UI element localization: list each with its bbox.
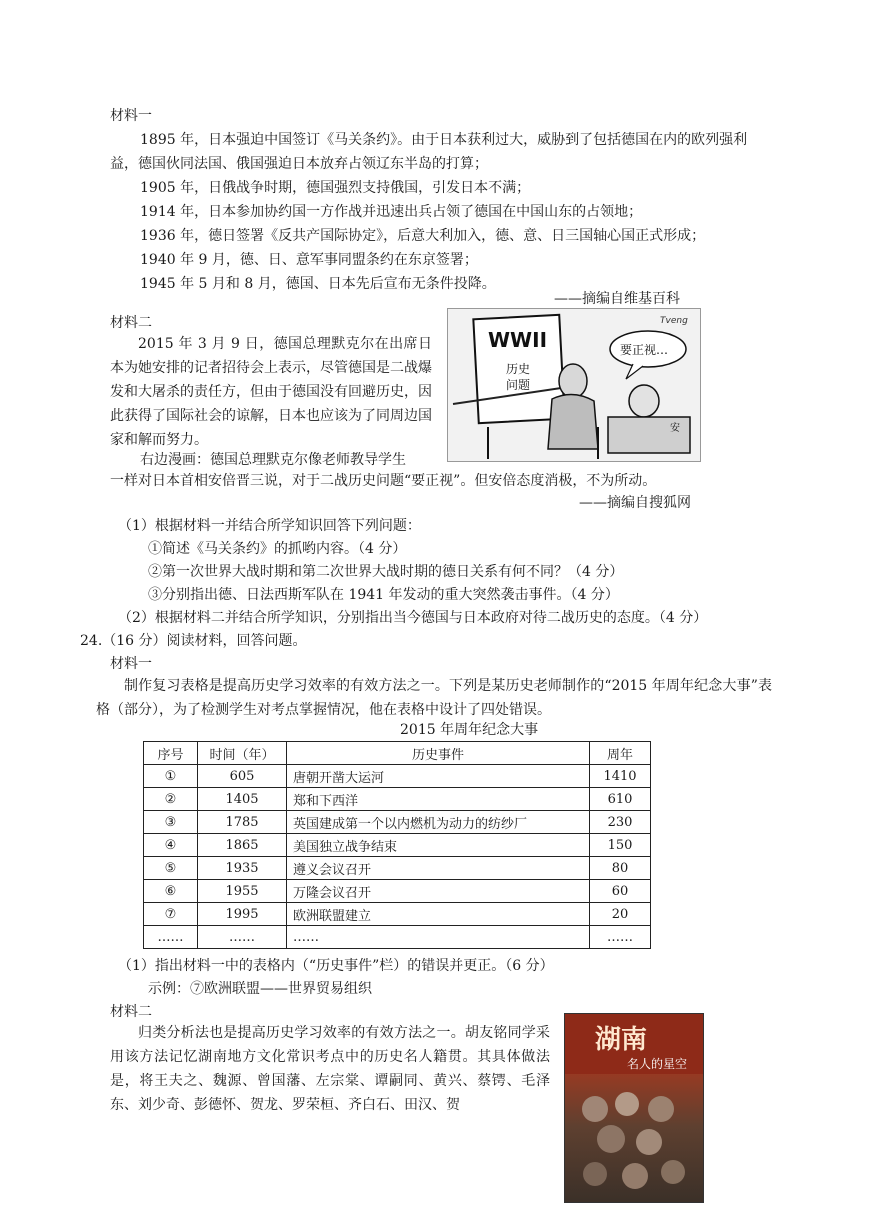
cell-year: 1865: [198, 834, 287, 857]
cell-event: 美国独立战争结束: [287, 834, 590, 857]
material-1-line: 1914 年，日本参加协约国一方作战并迅速出兵占领了德国在中国山东的占领地；: [140, 204, 643, 220]
q23-part1-b: ②第一次世界大战时期和第二次世界大战时期的德日关系有何不同？（4 分）: [148, 564, 624, 580]
cartoon-speech-bubble: 要正视…: [620, 343, 669, 357]
cell-year: 1995: [198, 903, 287, 926]
cell-event: 英国建成第一个以内燃机为动力的纺纱厂: [287, 811, 590, 834]
material-1-line: 1936 年，德日签署《反共产国际协定》，后意大利加入，德、意、日三国轴心国正式形成；: [140, 228, 706, 244]
table-row: [144, 880, 651, 903]
q24-material-2-text: 归类分析法也是提高历史学习效率的有效方法之一。胡友铭同学采用该方法记忆湖南地方文化常识考点中的历史名人籍贯。其具体做法是，将王夫之、魏源、曾国藩、左宗棠、谭嗣同、黄兴、蔡锷、毛泽东、刘少奇、彭德怀、贺龙、罗荣桓、齐白石、田汉、贺: [110, 1025, 550, 1113]
cell-index: ④: [144, 834, 198, 857]
merkel-abe-cartoon: [447, 308, 701, 462]
book-cover-drawing: [565, 1014, 703, 1202]
q24-material-2-label: 材料二: [110, 1004, 152, 1020]
book-cover-image: [564, 1013, 704, 1203]
cell-anniversary: 610: [590, 788, 651, 811]
cell-year: 1405: [198, 788, 287, 811]
cartoon-drawing: [448, 309, 700, 461]
cover-subtitle: 名人的星空: [627, 1057, 688, 1071]
header-year: 时间（年）: [198, 742, 287, 765]
material-1-line: 1895 年，日本强迫中国签订《马关条约》。由于日本获利过大，威胁到了包括德国在内的欧列强利: [140, 132, 748, 148]
cell-year: 1935: [198, 857, 287, 880]
cartoon-board-title: WWII: [488, 328, 548, 352]
table-row: [144, 857, 651, 880]
q24-material-1-label: 材料一: [110, 656, 152, 672]
cell-event: 郑和下西洋: [287, 788, 590, 811]
q23-part1: （1）根据材料一并结合所学知识回答下列问题：: [118, 518, 421, 534]
cell-anniversary: 1410: [590, 765, 651, 788]
cell-index: ⑥: [144, 880, 198, 903]
material-1-line: 1945 年 5 月和 8 月，德国、日本先后宣布无条件投降。: [140, 276, 496, 292]
anniversary-table: [143, 741, 651, 949]
material-2-source: ——摘编自搜狐网: [579, 495, 691, 511]
cell-year: 1955: [198, 880, 287, 903]
material-1-label: 材料一: [110, 108, 152, 124]
cell-event: 遵义会议召开: [287, 857, 590, 880]
cell-index: ②: [144, 788, 198, 811]
material-2-cartoon-caption-cont: 一样对日本首相安倍晋三说，对于二战历史问题“要正视”。但安倍态度消极，不为所动。: [110, 473, 657, 489]
cell-index: ……: [144, 926, 198, 949]
cell-anniversary: 80: [590, 857, 651, 880]
cell-anniversary: 150: [590, 834, 651, 857]
cartoon-desk-label: 安: [670, 423, 680, 434]
cell-anniversary: ……: [590, 926, 651, 949]
material-2-paragraph: 2015 年 3 月 9 日，德国总理默克尔在出席日本为她安排的记者招待会上表示，尽管德国是二战爆发和大屠杀的责任方，但由于德国没有回避历史，因此获得了国际社会的谅解，日本也应该为了同周边国家和解而努力。: [110, 336, 432, 448]
q24-title: 24.（16 分）阅读材料，回答问题。: [80, 633, 307, 649]
cell-anniversary: 60: [590, 880, 651, 903]
cell-year: 605: [198, 765, 287, 788]
table-caption: 2015 年周年纪念大事: [400, 722, 539, 738]
q24-example: 示例：⑦欧洲联盟——世界贸易组织: [148, 981, 372, 997]
header-anniversary: 周年: [590, 742, 651, 765]
material-1-line: 益，德国伙同法国、俄国强迫日本放弃占领辽东半岛的打算；: [110, 156, 488, 172]
material-1-line: 1905 年，日俄战争时期，德国强烈支持俄国，引发日本不满；: [140, 180, 531, 196]
table-row: [144, 765, 651, 788]
table-header-row: [144, 742, 651, 765]
q23-part1-c: ③分别指出德、日法西斯军队在 1941 年发动的重大突然袭击事件。（4 分）: [148, 587, 619, 603]
cartoon-signature: Tveng: [660, 316, 688, 326]
cell-index: ⑤: [144, 857, 198, 880]
q23-part2: （2）根据材料二并结合所学知识，分别指出当今德国与日本政府对待二战历史的态度。（4 分）: [118, 610, 708, 626]
material-2-label: 材料二: [110, 315, 152, 331]
cell-index: ③: [144, 811, 198, 834]
q24-part1: （1）指出材料一中的表格内（“历史事件”栏）的错误并更正。（6 分）: [118, 958, 554, 974]
table-row: [144, 926, 651, 949]
cell-event: 唐朝开凿大运河: [287, 765, 590, 788]
cell-year: 1785: [198, 811, 287, 834]
cell-index: ①: [144, 765, 198, 788]
table-row: [144, 834, 651, 857]
material-2-cartoon-caption: 右边漫画：德国总理默克尔像老师教导学生: [140, 452, 406, 468]
cell-event: 万隆会议召开: [287, 880, 590, 903]
cartoon-board-line1: 历史: [506, 362, 531, 376]
cell-index: ⑦: [144, 903, 198, 926]
header-event: 历史事件: [287, 742, 590, 765]
q23-part1-a: ①简述《马关条约》的抓哟内容。（4 分）: [148, 541, 407, 557]
header-index: 序号: [144, 742, 198, 765]
cell-event: 欧洲联盟建立: [287, 903, 590, 926]
material-1-line: 1940 年 9 月，德、日、意军事同盟条约在东京签署；: [140, 252, 478, 268]
cartoon-board-line2: 问题: [506, 378, 531, 392]
cell-event: ……: [287, 926, 590, 949]
material-1-source: ——摘编自维基百科: [554, 291, 680, 307]
q24-material-1-text: 制作复习表格是提高历史学习效率的有效方法之一。下列是某历史老师制作的“2015 年周年纪念大事”表格（部分），为了检测学生对考点掌握情况，他在表格中设计了四处错误。: [96, 678, 772, 718]
cell-anniversary: 20: [590, 903, 651, 926]
cell-anniversary: 230: [590, 811, 651, 834]
cover-title: 湖南: [595, 1025, 648, 1055]
cell-year: ……: [198, 926, 287, 949]
table-row: [144, 903, 651, 926]
table-row: [144, 811, 651, 834]
table-row: [144, 788, 651, 811]
